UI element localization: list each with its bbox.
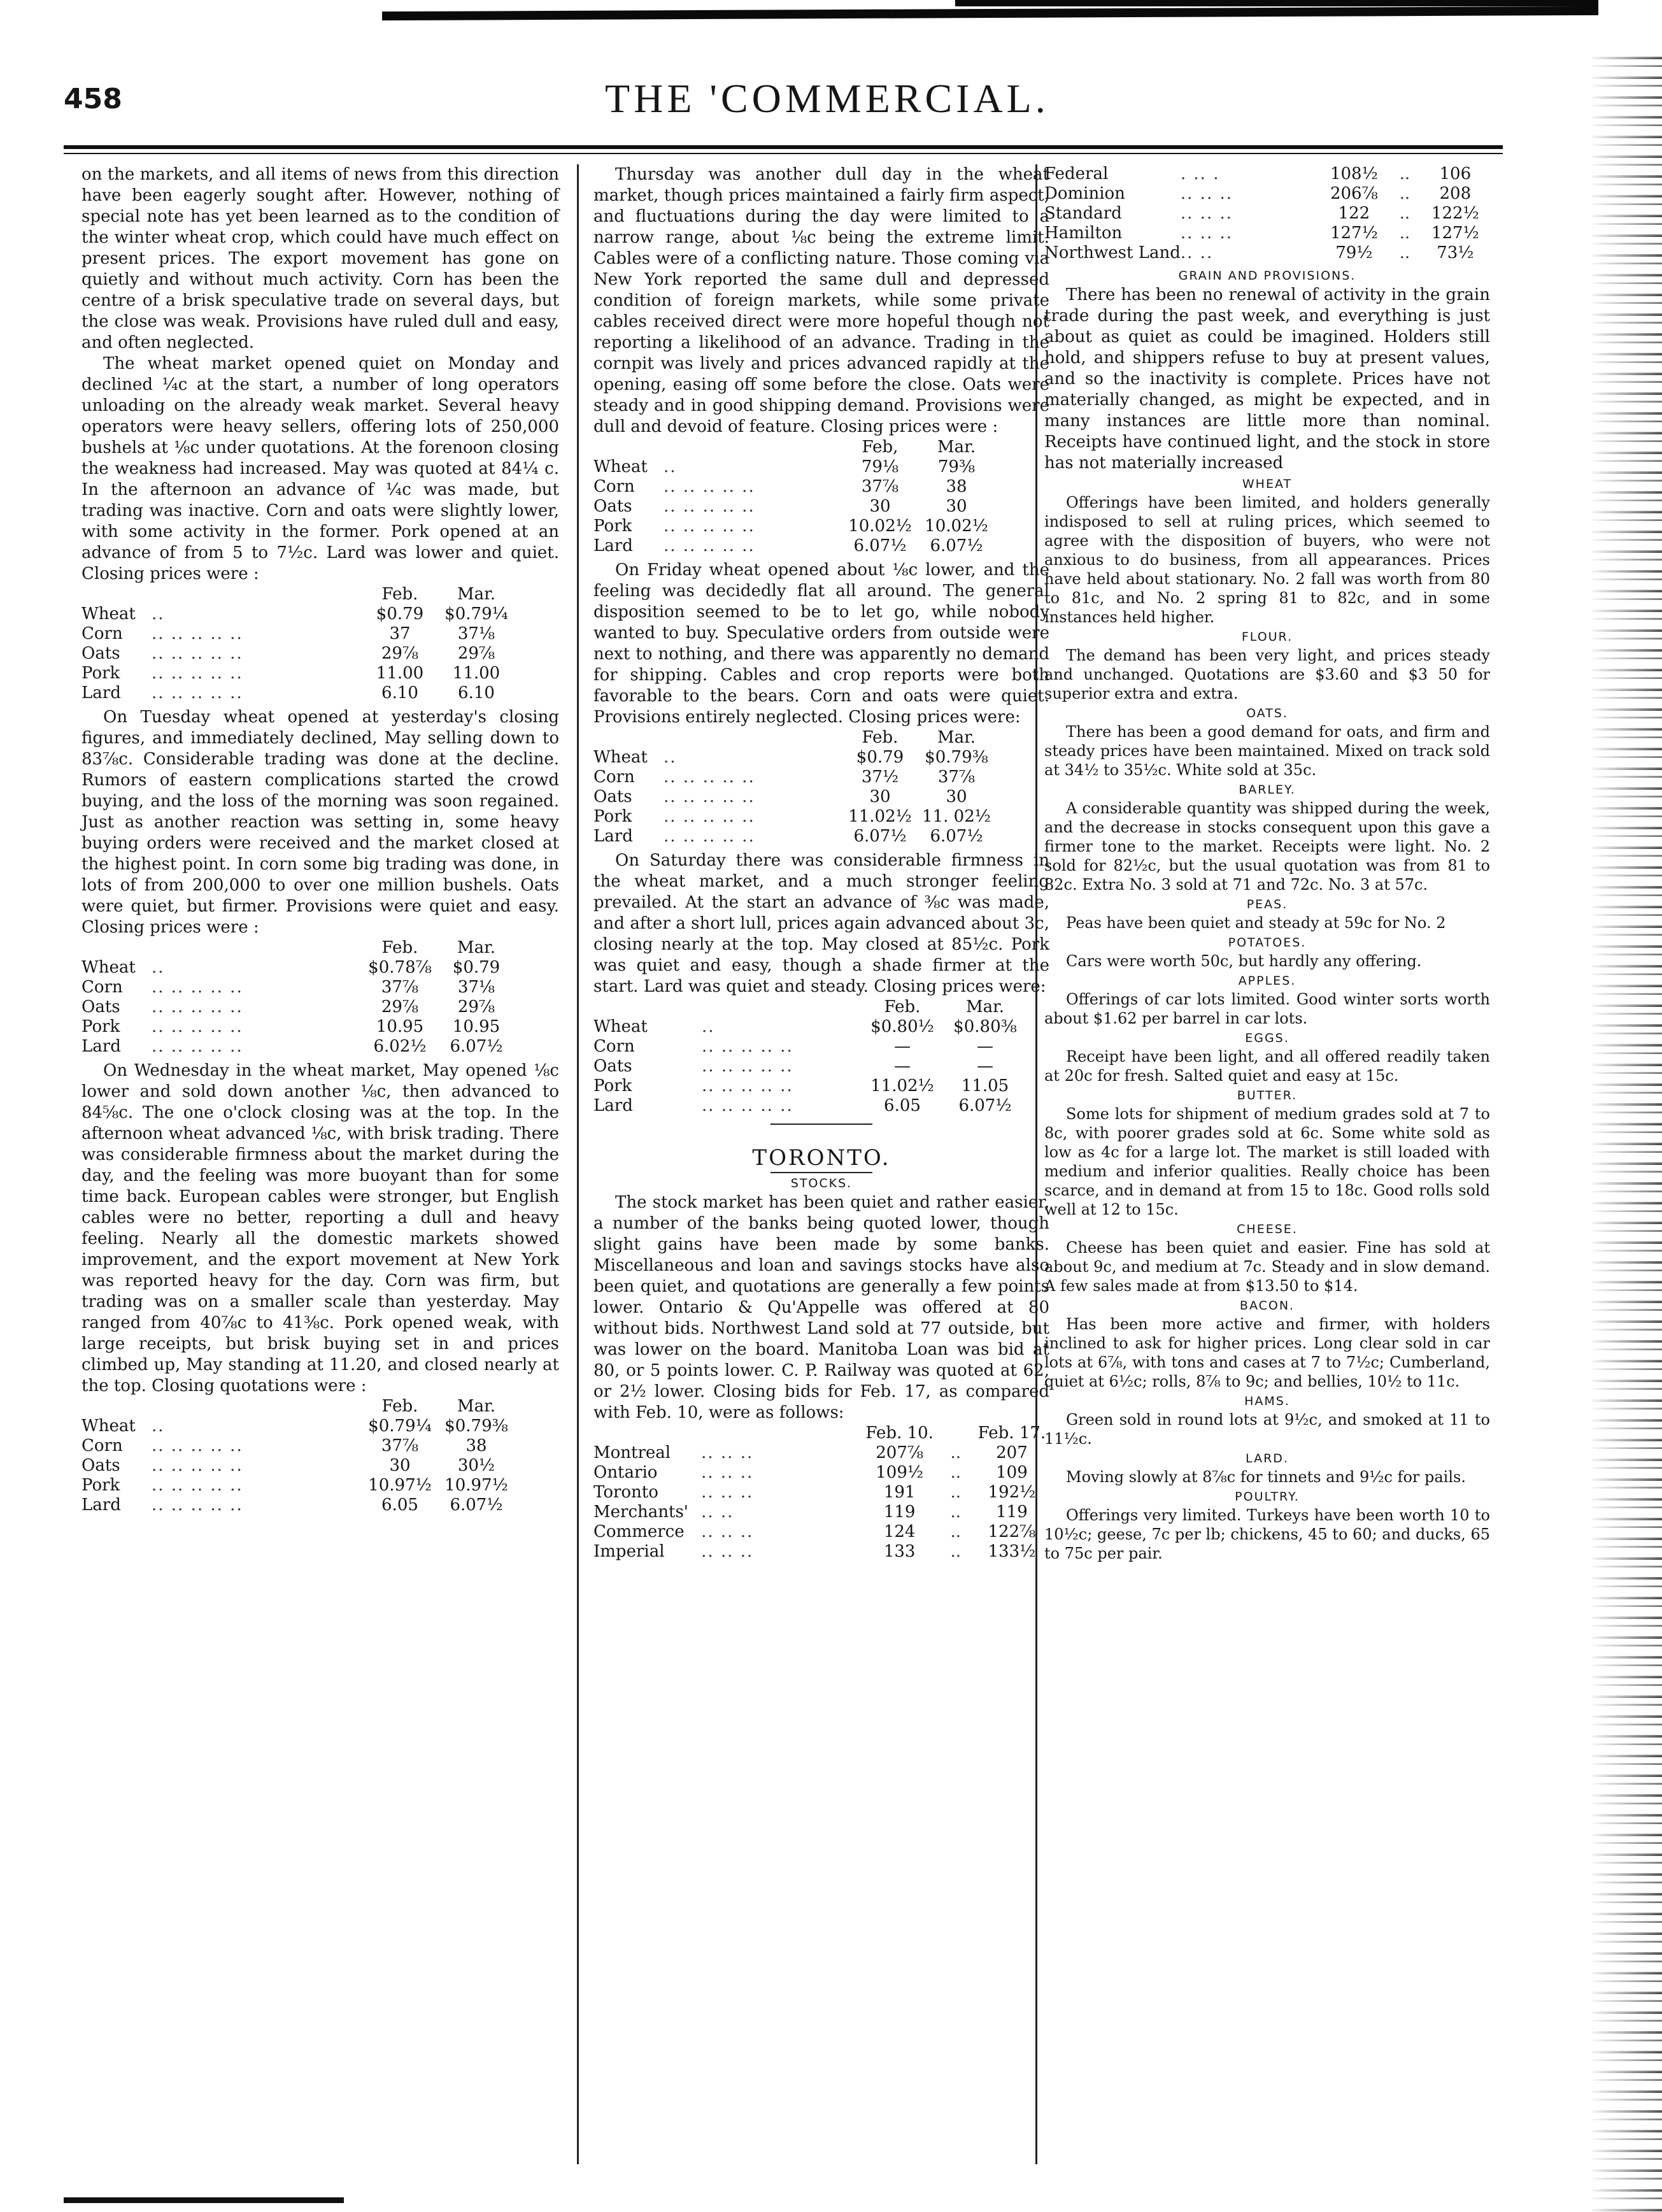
paragraph: Green sold in round lots at 9½c, and smoked at 11 to 11½c.: [1044, 1411, 1490, 1448]
paragraph: On Tuesday wheat opened at yesterday's closing figures, and immediately declined, May selling down to 83⅞c. Considerable trading was done at the decline. Rumors of eastern complications started the crowd buying, and the loss of the morning was soon regained. Just as another reaction was setting in, some heavy buying orders were received and the market closed at the highest point. In corn some big trading was done, in lots of from 200,000 to over one million bushels. Oats were quiet, but firmer. Provisions were quiet and easy. Closing prices were :: [82, 708, 559, 937]
paragraph: The wheat market opened quiet on Monday and declined ¼c at the start, a number of long operators unloading on the already weak market. Several heavy operators were heavy sellers, offering lots of 250,000 bushels at ⅛c under quotations. At the forenoon closing the weakness had increased. May was quoted at 84¼ c. In the afternoon an advance of ¼c was made, but trading was inactive. Corn and oats were slightly lower, with some activity in the former. Pork opened at an advance of from 5 to 7½c. Lard was lower and quiet. Closing prices were :: [82, 354, 559, 583]
table-row: Wheat .. $0.79 $0.79¼: [82, 604, 508, 624]
masthead: [64, 75, 1503, 139]
col-header: Mar.: [937, 438, 976, 457]
paragraph: Has been more active and firmer, with holders inclined to ask for higher prices. Long clear sold in car lots at 6⅞, with tons and cases at 7 to 7½c; Cumberland, quiet at 6½c; rolls, 8⅞ to 9c; and bellies, 10½ to 11c.: [1044, 1315, 1490, 1390]
col-header: Mar.: [457, 938, 495, 957]
table-row: Lard .. .. .. .. .. 6.05 6.07½: [82, 1495, 503, 1515]
subsection-heading: CHEESE.: [1237, 1222, 1298, 1236]
price-table: [593, 997, 1026, 1116]
paragraph: There has been a good demand for oats, and firm and steady prices have been maintained. Mixed on track sold at 34½ to 35½c. White sold at 35c.: [1044, 723, 1490, 779]
col-header: Feb.: [884, 997, 921, 1017]
paragraph: Cars were worth 50c, but hardly any offering.: [1066, 952, 1422, 970]
scan-edge-fade: [1592, 51, 1662, 2212]
subsection-heading: HAMS.: [1244, 1394, 1290, 1408]
page-number: 458: [64, 83, 122, 115]
subsection-heading: PEAS.: [1246, 897, 1288, 911]
newspaper-title: THE 'COMMERCIAL.: [605, 76, 1049, 121]
table-row: Pork .. .. .. .. .. 11.02½ 11. 02½: [593, 807, 991, 826]
subsection-heading: BACON.: [1239, 1299, 1295, 1313]
paragraph: Offerings have been limited, and holders generally indisposed to sell at ruling prices, which seemed to agree with the disposition of buyers, who were not anxious to do business, from all appearances. Prices have held about stationary. No. 2 fall was worth from 80 to 81c, and No. 2 spring 81 to 82c, and in some instances held higher.: [1044, 494, 1490, 626]
column-2: [593, 164, 1049, 1566]
col-header: Mar.: [457, 585, 495, 604]
scan-edge-bar: [64, 2197, 344, 2203]
table-row: Wheat .. $0.80½ $0.80⅜: [593, 1017, 1017, 1036]
scan-edge-bar: [382, 6, 1598, 20]
subsection-heading: WHEAT: [1242, 477, 1293, 491]
table-row: Wheat .. $0.78⅞ $0.79: [82, 958, 501, 977]
column-rule: [577, 164, 579, 2164]
paragraph: There has been no renewal of activity in the grain trade during the past week, and everything is just about as quiet as could be imagined. Holders still hold, and shippers refuse to buy at present values, and so the inactivity is complete. Prices have not materially changed, as might be expected, and in many instances are little more than nominal. Receipts have continued light, and the stock in store has not materially increased: [1044, 285, 1490, 473]
table-row: Corn .. .. .. .. .. 37 37⅛: [82, 624, 495, 643]
paragraph: Receipt have been light, and all offered readily taken at 20c for fresh. Salted quiet and easy at 15c.: [1044, 1048, 1490, 1085]
table-row: Corn .. .. .. .. .. 37⅞ 37⅛: [82, 978, 495, 997]
price-table: [82, 1397, 515, 1515]
paragraph: Offerings very limited. Turkeys have been worth 10 to 10½c; geese, 7c per lb; chickens, 45 to 60; and ducks, 65 to 75c per pair.: [1044, 1506, 1490, 1562]
col-header: Mar.: [966, 997, 1004, 1017]
section-rule: [771, 1124, 872, 1125]
table-row: Oats .. .. .. .. .. 30 30½: [82, 1456, 495, 1475]
paragraph: Moving slowly at 8⅞c for tinnets and 9½c for pails.: [1066, 1468, 1466, 1486]
table-row: Toronto .. .. .. 191 .. 192½: [593, 1483, 1036, 1502]
section-rule: [771, 1172, 872, 1173]
table-row: Corn .. .. .. .. .. 37⅞ 38: [82, 1436, 487, 1455]
col-header: Feb,: [862, 438, 898, 457]
subsection-heading: POULTRY.: [1235, 1490, 1300, 1504]
table-row: Corn .. .. .. .. .. 37½ 37⅞: [593, 767, 976, 787]
subsection-heading: GRAIN AND PROVISIONS.: [1178, 269, 1356, 283]
col-header: Feb.: [862, 728, 898, 747]
subsection-heading: STOCKS.: [790, 1176, 853, 1190]
paragraph: On Wednesday in the wheat market, May opened ⅛c lower and sold down another ⅛c, then advanced to 84⅝c. The one o'clock closing was at the top. In the afternoon wheat advanced ⅛c, with brisk trading. There was considerable firmness about the market during the day, and the feeling was more buoyant than for some time back. European cables were stronger, but English cables were no better, reporting a dull and heavy feeling. Nearly all the domestic markets showed improvement, and the export movement at New York was reported heavy for the day. Corn was firm, but trading was on a smaller scale than yesterday. May ranged from 40⅞c to 41⅜c. Pork opened weak, with large receipts, but brisk buying set in and prices climbed up, May standing at 11.20, and closed nearly at the top. Closing quotations were :: [82, 1061, 559, 1395]
table-row: Wheat .. $0.79¼ $0.79⅜: [82, 1416, 508, 1436]
table-row: Corn .. .. .. .. .. 37⅞ 38: [593, 477, 967, 496]
col-header: Feb.: [381, 585, 418, 604]
col-header: Feb. 10.: [865, 1424, 934, 1443]
price-table: [82, 938, 515, 1057]
col-header: Feb.: [381, 938, 418, 957]
subsection-heading: APPLES.: [1238, 974, 1296, 988]
table-row: Corn .. .. .. .. .. — —: [593, 1037, 993, 1056]
table-row: Pork .. .. .. .. .. 10.02½ 10.02½: [593, 517, 988, 536]
paragraph: A considerable quantity was shipped during the week, and the decrease in stocks consequent upon this gave a firmer tone to the market. Receipts were light. No. 2 sold for 82½c, but the usual quotation was from 81 to 82c. Extra No. 3 sold at 71 and 72c. No. 3 at 57c.: [1044, 799, 1490, 894]
table-row: Imperial .. .. .. 133 .. 133½: [593, 1542, 1036, 1561]
paragraph: The stock market has been quiet and rather easier, a number of the banks being quoted lower, though slight gains have been made by some banks. Miscellaneous and loan and savings stocks have also been quiet, and quotations are generally a few points lower. Ontario & Qu'Appelle was offered at 80 without bids. Northwest Land sold at 77 outside, but was lower on the board. Manitoba Loan was bid at 80, or 5 points lower. C. P. Railway was quoted at 62, or 2½ lower. Closing bids for Feb. 17, as compared with Feb. 10, were as follows:: [593, 1193, 1049, 1422]
masthead-rule: [64, 153, 1503, 154]
paragraph: Cheese has been quiet and easier. Fine has sold at about 9c, and medium at 7c. Steady and in slow demand. A few sales made at from $13.50 to $14.: [1044, 1239, 1490, 1295]
section-heading: TORONTO.: [752, 1145, 891, 1171]
table-row: Lard .. .. .. .. .. 6.05 6.07½: [593, 1096, 1012, 1115]
table-row: Wheat .. 79⅛ 79⅜: [593, 457, 976, 476]
paragraph: on the markets, and all items of news from this direction have been eagerly sought after. However, nothing of special note has yet been learned as to the condition of the winter wheat crop, which could have much effect on present prices. The export movement has gone on quietly and without much activity. Corn has been the centre of a brisk speculative trade on several days, but the close was weak. Provisions have ruled dull and easy, and often neglected.: [82, 165, 559, 352]
column-3: [1044, 164, 1490, 1563]
subsection-heading: OATS.: [1246, 706, 1288, 720]
col-header: Mar.: [937, 728, 976, 747]
table-row: Oats .. .. .. .. .. 29⅞ 29⅞: [82, 997, 495, 1017]
table-row: Pork .. .. .. .. .. 11.00 11.00: [82, 664, 501, 683]
stock-table-continued: [1044, 164, 1490, 263]
subsection-heading: BUTTER.: [1237, 1088, 1298, 1102]
table-row: Lard .. .. .. .. .. 6.10 6.10: [82, 683, 495, 703]
table-row: Pork .. .. .. .. .. 10.97½ 10.97½: [82, 1476, 508, 1495]
table-row: Oats .. .. .. .. .. 29⅞ 29⅞: [82, 644, 495, 663]
paragraph: On Saturday there was considerable firmness in the wheat market, and a much stronger feeling prevailed. At the start an advance of ⅜c was made, and after a short lull, prices again advanced about 3c, closing nearly at the top. May closed at 85½c. Pork was quiet and easy, though a shade firmer at the start. Lard was quiet and steady. Closing prices were:: [593, 851, 1049, 996]
price-table: [593, 438, 995, 556]
stock-table: [593, 1424, 1049, 1562]
table-row: Oats .. .. .. .. .. — —: [593, 1057, 993, 1076]
col-header: Feb.: [381, 1397, 418, 1416]
table-row: Lard .. .. .. .. .. 6.02½ 6.07½: [82, 1037, 503, 1056]
paragraph: The demand has been very light, and prices steady and unchanged. Quotations are $3.60 and $3 50 for superior extra and extra.: [1044, 646, 1490, 703]
table-row: Standard .. .. .. 122 .. 122½: [1044, 204, 1479, 223]
column-1: [82, 164, 559, 1519]
scan-edge-bar: [955, 0, 1598, 6]
subsection-heading: POTATOES.: [1228, 936, 1307, 950]
table-row: Wheat .. $0.79 $0.79⅜: [593, 748, 988, 767]
table-row: Oats .. .. .. .. .. 30 30: [593, 497, 967, 516]
table-row: Pork .. .. .. .. .. 11.02½ 11.05: [593, 1076, 1009, 1095]
subsection-heading: FLOUR.: [1241, 630, 1293, 644]
table-row: Lard .. .. .. .. .. 6.07½ 6.07½: [593, 827, 983, 846]
paragraph: Some lots for shipment of medium grades sold at 7 to 8c, with poorer grades sold at 6c. Some white sold as low as 4c for a large lot. The market is still loaded with medium and inferior qualities. Really choice has been scarce, and in demand at from 15 to 18c. Good rolls sold well at 12 to 15c.: [1044, 1105, 1490, 1218]
subsection-heading: LARD.: [1246, 1452, 1289, 1466]
table-row: Montreal .. .. .. 207⅞ .. 207: [593, 1443, 1028, 1462]
table-row: Ontario .. .. .. 109½ .. 109: [593, 1463, 1028, 1482]
table-row: Commerce .. .. .. 124 .. 122⅞: [593, 1522, 1036, 1541]
table-row: Merchants' .. .. 119 .. 119: [593, 1502, 1028, 1522]
paragraph: Offerings of car lots limited. Good winter sorts worth about $1.62 per barrel in car lots.: [1044, 990, 1490, 1027]
paragraph: Peas have been quiet and steady at 59c for No. 2: [1066, 914, 1446, 932]
price-table: [82, 585, 515, 703]
table-row: Federal . .. . 108½ .. 106: [1044, 164, 1472, 183]
paragraph: Thursday was another dull day in the wheat market, though prices maintained a fairly firm aspect, and fluctuations during the day were limited to a narrow range, about ⅛c being the extreme limit. Cables were of a conflicting nature. Those coming via New York reported the same dull and depressed condition of foreign markets, while some private cables received direct were more hopeful though not reporting a likelihood of an advance. Trading in the cornpit was lively and prices advanced rapidly at the opening, easing off some before the close. Oats were steady and in good shipping demand. Provisions were dull and devoid of feature. Closing prices were :: [593, 165, 1049, 436]
col-header: Mar.: [457, 1397, 495, 1416]
table-row: Lard .. .. .. .. .. 6.07½ 6.07½: [593, 536, 983, 555]
table-row: Oats .. .. .. .. .. 30 30: [593, 787, 967, 806]
subsection-heading: BARLEY.: [1239, 783, 1296, 797]
subsection-heading: EGGS.: [1245, 1031, 1289, 1045]
col-header: Feb. 17.: [977, 1424, 1046, 1443]
price-table: [593, 728, 995, 846]
table-row: Dominion .. .. .. 206⅞ .. 208: [1044, 184, 1472, 203]
paragraph: On Friday wheat opened about ⅛c lower, and the feeling was decidedly flat all around. The general disposition seemed to be to let go, while nobody wanted to buy. Speculative orders from outside were next to nothing, and there was apparently no demand for shipping. Cables and crop reports were both favorable to the bears. Corn and oats were quiet. Provisions entirely neglected. Closing prices were:: [593, 560, 1049, 727]
masthead-rule: [64, 145, 1503, 149]
table-row: Northwest Land .. .. 79½ .. 73½: [1044, 243, 1474, 262]
table-row: Pork .. .. .. .. .. 10.95 10.95: [82, 1017, 501, 1036]
table-row: Hamilton .. .. .. 127½ .. 127½: [1044, 224, 1479, 243]
